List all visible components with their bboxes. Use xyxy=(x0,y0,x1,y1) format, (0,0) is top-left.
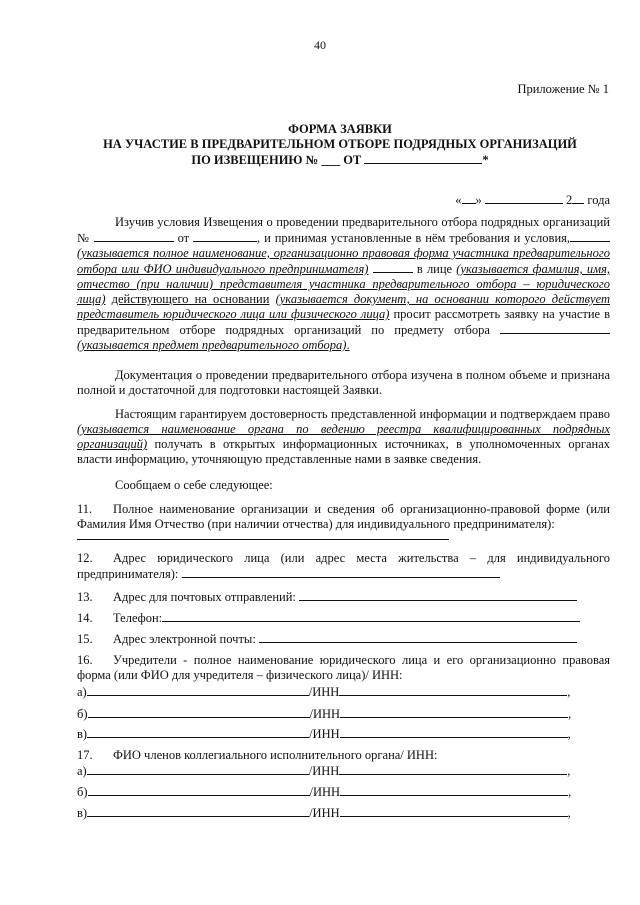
item-15-field[interactable] xyxy=(259,631,577,643)
item-16-row-c: в) /ИНН , xyxy=(77,727,571,741)
paragraph-info-intro: Сообщаем о себе следующее: xyxy=(115,478,273,492)
item-12: 12. Адрес юридического лица (или адрес места жительства – для индивидуального предпринимателя): xyxy=(77,551,610,581)
paragraph-statement: Изучив условия Извещения о проведении предварительного отбора подрядных организаций № от , и принимая установленные в нём требования и условия, (указывается полное наименование, организационно правовая форма участника предварительного отбора или ФИО индивидуального предпринимателя) в лице (указывается фамилия, имя, отчество (при наличии) представителя участника предварительного отбора – юридического лица) действующего на основании (указывается документ, на основании которого действует представитель юридического лица или физического лица) просит рассмотреть заявку на участие в предварительном отборе подрядных организаций по предмету отбора (указывается предмет предварительного отбора). xyxy=(77,215,611,352)
notice-date-blank[interactable] xyxy=(364,152,482,164)
month-blank[interactable] xyxy=(485,192,563,204)
item-16-b-inn-field[interactable] xyxy=(340,706,568,718)
participant-blank[interactable] xyxy=(570,230,610,242)
form-title xyxy=(70,122,610,168)
item-11-field[interactable] xyxy=(77,539,449,540)
item-17-row-a: а) /ИНН , xyxy=(77,764,571,778)
item-17-a-inn-field[interactable] xyxy=(339,763,567,775)
participant-blank-2[interactable] xyxy=(373,261,413,273)
item-17-c-inn-field[interactable] xyxy=(340,805,568,817)
item-17-b-inn-field[interactable] xyxy=(340,784,568,796)
application-date: « » 2 года xyxy=(455,193,610,207)
item-15: 15. Адрес электронной почты: xyxy=(77,631,610,647)
title-line-2: НА УЧАСТИЕ В ПРЕДВАРИТЕЛЬНОМ ОТБОРЕ ПОДРЯДНЫХ ОРГАНИЗАЦИЙ xyxy=(103,137,577,151)
item-17-row-c: в) /ИНН , xyxy=(77,806,571,820)
item-12-field[interactable] xyxy=(182,566,500,578)
item-14-field[interactable] xyxy=(162,610,580,622)
appendix-label: Приложение № 1 xyxy=(517,82,609,96)
paragraph-guarantee: Настоящим гарантируем достоверность представленной информации и подтверждаем право (указывается наименование органа по ведению реестра квалифицированных подрядных организаций) получать в открытых информационных источниках, в уполномоченных органах власти информацию, уточняющую представленные нами в заявке сведения. xyxy=(77,407,611,466)
year-blank[interactable] xyxy=(572,192,584,204)
item-17-a-name-field[interactable] xyxy=(87,763,309,775)
subject-blank[interactable] xyxy=(500,322,610,334)
item-16-row-a: а) /ИНН , xyxy=(77,685,571,699)
item-17-c-name-field[interactable] xyxy=(87,805,309,817)
item-14: 14. Телефон: xyxy=(77,610,610,626)
item-16: 16. Учредители - полное наименование юридического лица и его организационно правовая форма (или ФИО для учредителя – физического лица)/ ИНН: xyxy=(77,653,610,682)
page-number: 40 xyxy=(314,38,326,52)
notice-number-blank[interactable] xyxy=(94,230,174,242)
item-16-c-name-field[interactable] xyxy=(87,726,309,738)
paragraph-documentation: Документация о проведении предварительного отбора изучена в полном объеме и признана полной и достаточной для подготовки настоящей Заявки. xyxy=(77,368,610,397)
title-line-3: ПО ИЗВЕЩЕНИЮ № ___ ОТ * xyxy=(191,153,489,167)
item-17: 17. ФИО членов коллегиального исполнительного органа/ ИНН: xyxy=(77,748,438,762)
item-13-field[interactable] xyxy=(299,589,577,601)
item-16-a-name-field[interactable] xyxy=(87,684,309,696)
item-17-row-b: б) /ИНН , xyxy=(77,785,572,799)
notice-date-blank-2[interactable] xyxy=(193,230,257,242)
item-16-b-name-field[interactable] xyxy=(88,706,310,718)
item-13: 13. Адрес для почтовых отправлений: xyxy=(77,589,610,605)
item-16-row-b: б) /ИНН , xyxy=(77,707,572,721)
item-16-c-inn-field[interactable] xyxy=(340,726,568,738)
item-11: 11. Полное наименование организации и сведения об организационно-правовой форме (или Фамилия Имя Отчество (при наличии отчества) для индивидуального предпринимателя): xyxy=(77,502,610,531)
item-17-b-name-field[interactable] xyxy=(88,784,310,796)
day-blank[interactable] xyxy=(462,192,476,204)
title-line-1: ФОРМА ЗАЯВКИ xyxy=(288,122,392,136)
item-16-a-inn-field[interactable] xyxy=(339,684,567,696)
